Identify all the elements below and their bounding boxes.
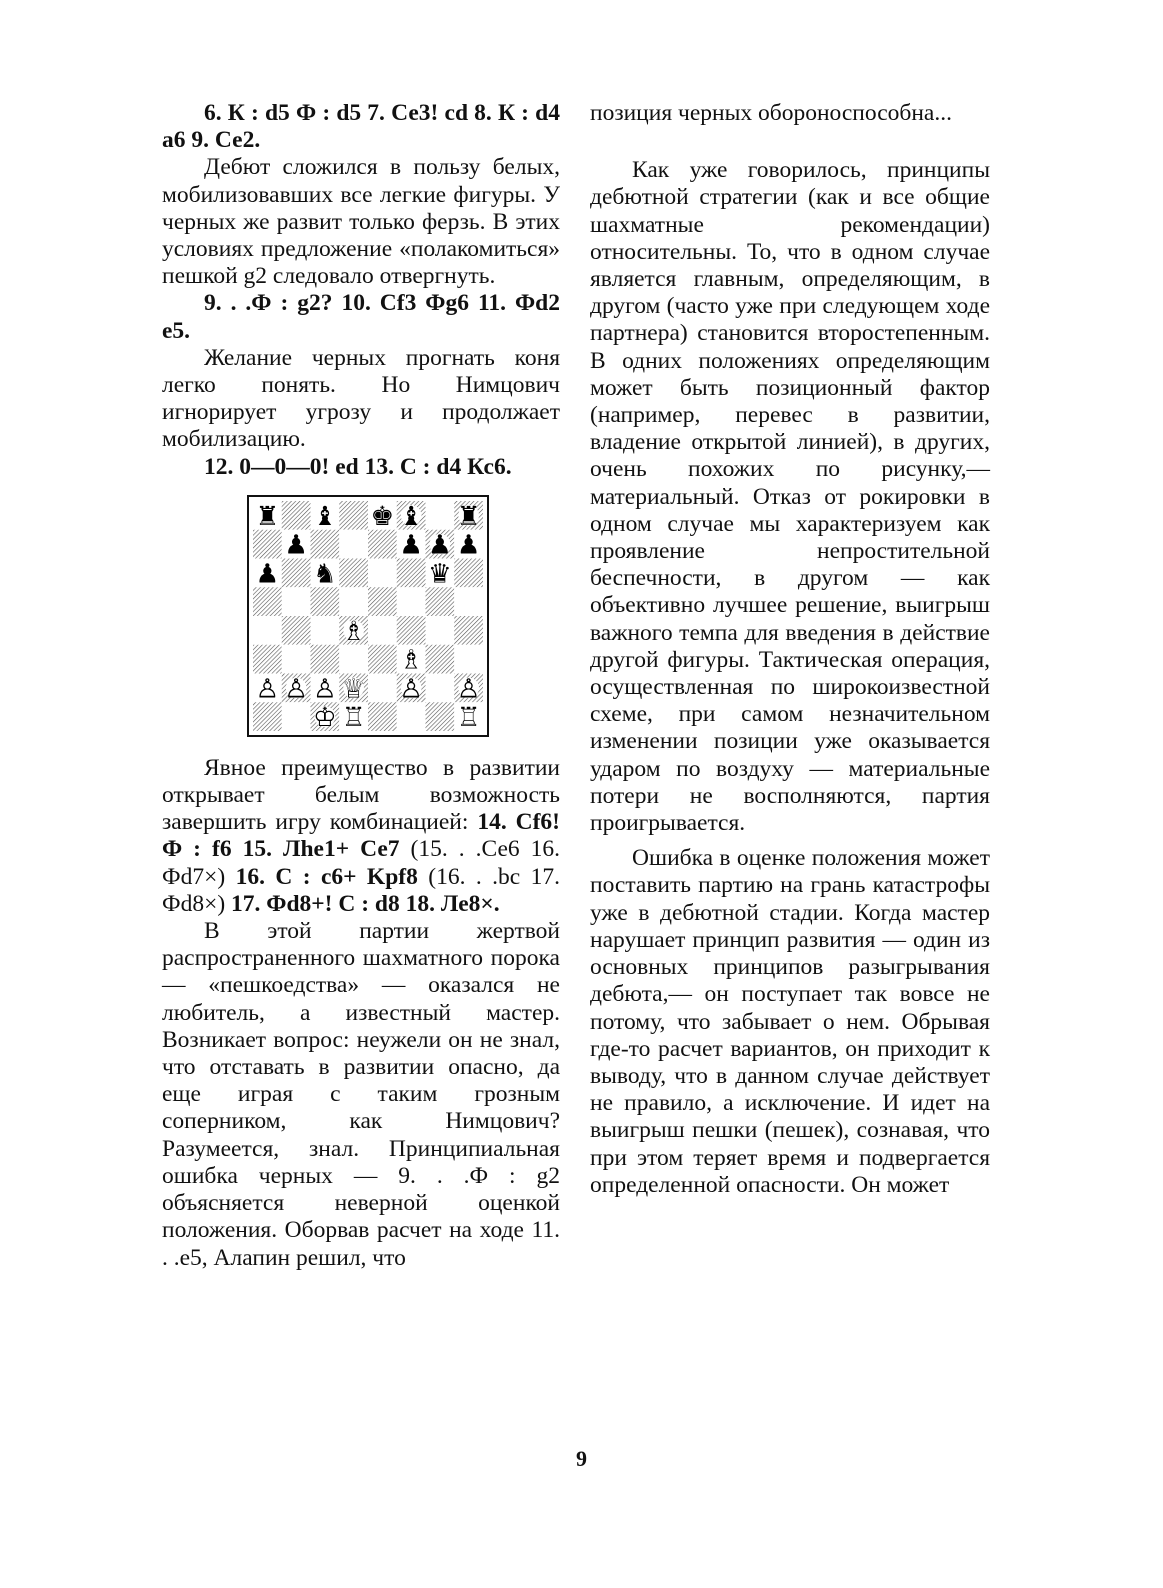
chess-piece-f8: ♝: [399, 500, 423, 532]
moves-9-11: 9. . .Ф : g2? 10. Cf3 Фg6 11. Фd2 е5.: [162, 290, 560, 344]
chess-piece-c2: ♙: [313, 673, 337, 705]
board-square-g3: [426, 645, 455, 674]
chess-piece-d4: ♗: [341, 615, 366, 647]
left-column: [162, 100, 560, 1272]
chess-piece-c8: ♝: [313, 500, 337, 532]
commentary-paragraph-1: Дебют сложился в пользу белых, мобилизовавших все легкие фигуры. У черных же развит только ферзь. В этих условиях предложение «полакомиться» пешкой g2 следовало отвергнуть.: [162, 154, 560, 290]
commentary-paragraph-2: Желание черных прогнать коня легко понять. Но Нимцович игнорирует угрозу и продолжает мобилизацию.: [162, 344, 560, 453]
chess-piece-b2: ♙: [284, 673, 308, 705]
board-square-d6: [339, 558, 368, 587]
board-square-a1: [253, 702, 282, 731]
board-square-c5: [311, 587, 340, 616]
board-square-e7: [368, 530, 397, 559]
chess-piece-d2: ♕: [341, 673, 366, 705]
chess-piece-h2: ♙: [456, 673, 481, 705]
chess-piece-a6: ♟: [255, 558, 280, 590]
board-square-h5: [454, 587, 483, 616]
board-square-b4: [282, 616, 311, 645]
chess-piece-f3: ♗: [399, 644, 423, 676]
combination-move-16: 16. С : с6+ Kpf8: [235, 863, 418, 890]
board-square-g5: [426, 587, 455, 616]
board-square-a4: [253, 616, 282, 645]
chess-piece-h7: ♟: [456, 529, 481, 561]
board-square-h6: [454, 558, 483, 587]
moves-6-9: 6. К : d5 Ф : d5 7. Се3! cd 8. К : d4 а6 9. Се2.: [162, 100, 560, 154]
board-square-b6: [282, 558, 311, 587]
continuation-paragraph: позиция черных обороноспособна...: [590, 100, 952, 126]
combination-moves-17-18: 17. Фd8+! С : d8 18. Ле8×.: [231, 890, 500, 917]
evaluation-paragraph: Ошибка в оценке положения может поставить партию на грань катастрофы уже в дебютной стадии. Когда мастер нарушает принцип развития — один из основных принципов разыгрывания дебюта,— он поступает так вовсе не потому, что забывает о нем. Обрывая где-то расчет вариантов, он приходит к выводу, что в данном случае действует не правило, а исключение. И идет на выигрыш пешки (пешек), сознавая, что при этом теряет время и подвергается определенной опасности. Он может: [590, 845, 990, 1198]
chess-diagram: [247, 495, 489, 737]
variation-16: (16. . .bc 17. Фd8×): [162, 863, 560, 917]
chess-piece-e8: ♚: [370, 500, 395, 532]
moves-12-13: 12. 0—0—0! ed 13. С : d4 Кс6.: [204, 453, 512, 480]
board-square-b1: [282, 702, 311, 731]
chess-piece-c6: ♞: [313, 558, 337, 590]
commentary-paragraph-3: В этой партии жертвой распространенного шахматного порока — «пешкоедства» — оказался не любитель, а известный мастер. Возникает вопрос: неужели он не знал, что отставать в развитии опасно, да еще играя с таким грозным соперником, как Нимцович? Разумеется, знал. Принципиальная ошибка черных — 9. . .Ф : g2 объясняется неверной оценкой положения. Оборвав расчет на ходе 11. . .е5, Алапин решил, что: [162, 918, 560, 1271]
board-square-b8: [282, 501, 311, 530]
board-square-f6: [397, 558, 426, 587]
board-square-g1: [426, 702, 455, 731]
board-square-e1: [368, 702, 397, 731]
board-square-a7: [253, 530, 282, 559]
board-square-e2: [368, 673, 397, 702]
chess-piece-g7: ♟: [428, 529, 452, 561]
board-square-g4: [426, 616, 455, 645]
board-square-d7: [339, 530, 368, 559]
chess-piece-h8: ♜: [456, 500, 481, 532]
chess-piece-a8: ♜: [255, 500, 280, 532]
combination-intro: Явное преимущество в развитии открывает белым возможность завершить игру комбинацией:: [162, 754, 560, 836]
strategy-paragraph: Как уже говорилось, принципы дебютной стратегии (как и все общие шахматные рекомендации) относительны. То, что в одном случае является главным, определяющим, в другом (часто уже при следующем ходе партнера) становится второстепенным. В одних положениях определяющим может быть позиционный фактор (например, перевес в развитии, владение открытой линией), в других, очень похожих по рисунку,— материальный. Отказ от рокировки в одном случае мы характеризуем как проявление непростительной беспечности, в другом — как объективно лучшее решение, выигрыш важного темпа для введения в действие другой фигуры. Тактическая операция, осуществленная по широкоизвестной схеме, при самом незначительном изменении позиции уже оказывается ударом по воздуху — материальные потери не восполняются, партия проигрывается.: [590, 157, 990, 837]
chess-board: [253, 501, 483, 731]
board-square-e5: [368, 587, 397, 616]
board-square-h3: [454, 645, 483, 674]
board-square-e6: [368, 558, 397, 587]
board-square-f1: [397, 702, 426, 731]
right-column: [590, 100, 990, 1199]
combination-paragraph: [162, 755, 560, 918]
chess-piece-g6: ♛: [428, 558, 452, 590]
board-square-d3: [339, 645, 368, 674]
chess-piece-f2: ♙: [399, 673, 423, 705]
board-square-f5: [397, 587, 426, 616]
board-square-g8: [426, 501, 455, 530]
board-square-d5: [339, 587, 368, 616]
board-square-g2: [426, 673, 455, 702]
board-square-f4: [397, 616, 426, 645]
board-square-a5: [253, 587, 282, 616]
board-square-b5: [282, 587, 311, 616]
variation-15: (15. . .Се6 16. Фd7×): [162, 836, 561, 890]
chess-piece-c1: ♔: [313, 701, 337, 731]
board-square-c7: [311, 530, 340, 559]
chess-piece-f7: ♟: [399, 529, 423, 561]
chess-piece-d1: ♖: [341, 701, 366, 731]
board-square-c4: [311, 616, 340, 645]
page-number: 9: [576, 1446, 587, 1471]
board-square-c3: [311, 645, 340, 674]
board-square-e3: [368, 645, 397, 674]
chess-piece-a2: ♙: [255, 673, 280, 705]
chess-piece-b7: ♟: [284, 529, 308, 561]
board-square-b3: [282, 645, 311, 674]
chess-piece-h1: ♖: [456, 701, 481, 731]
board-square-h4: [454, 616, 483, 645]
board-square-e4: [368, 616, 397, 645]
board-square-d8: [339, 501, 368, 530]
combination-moves-14-15: 14. Cf6! Ф : f6 15. Лhe1+ Се7: [162, 809, 561, 863]
board-square-a3: [253, 645, 282, 674]
